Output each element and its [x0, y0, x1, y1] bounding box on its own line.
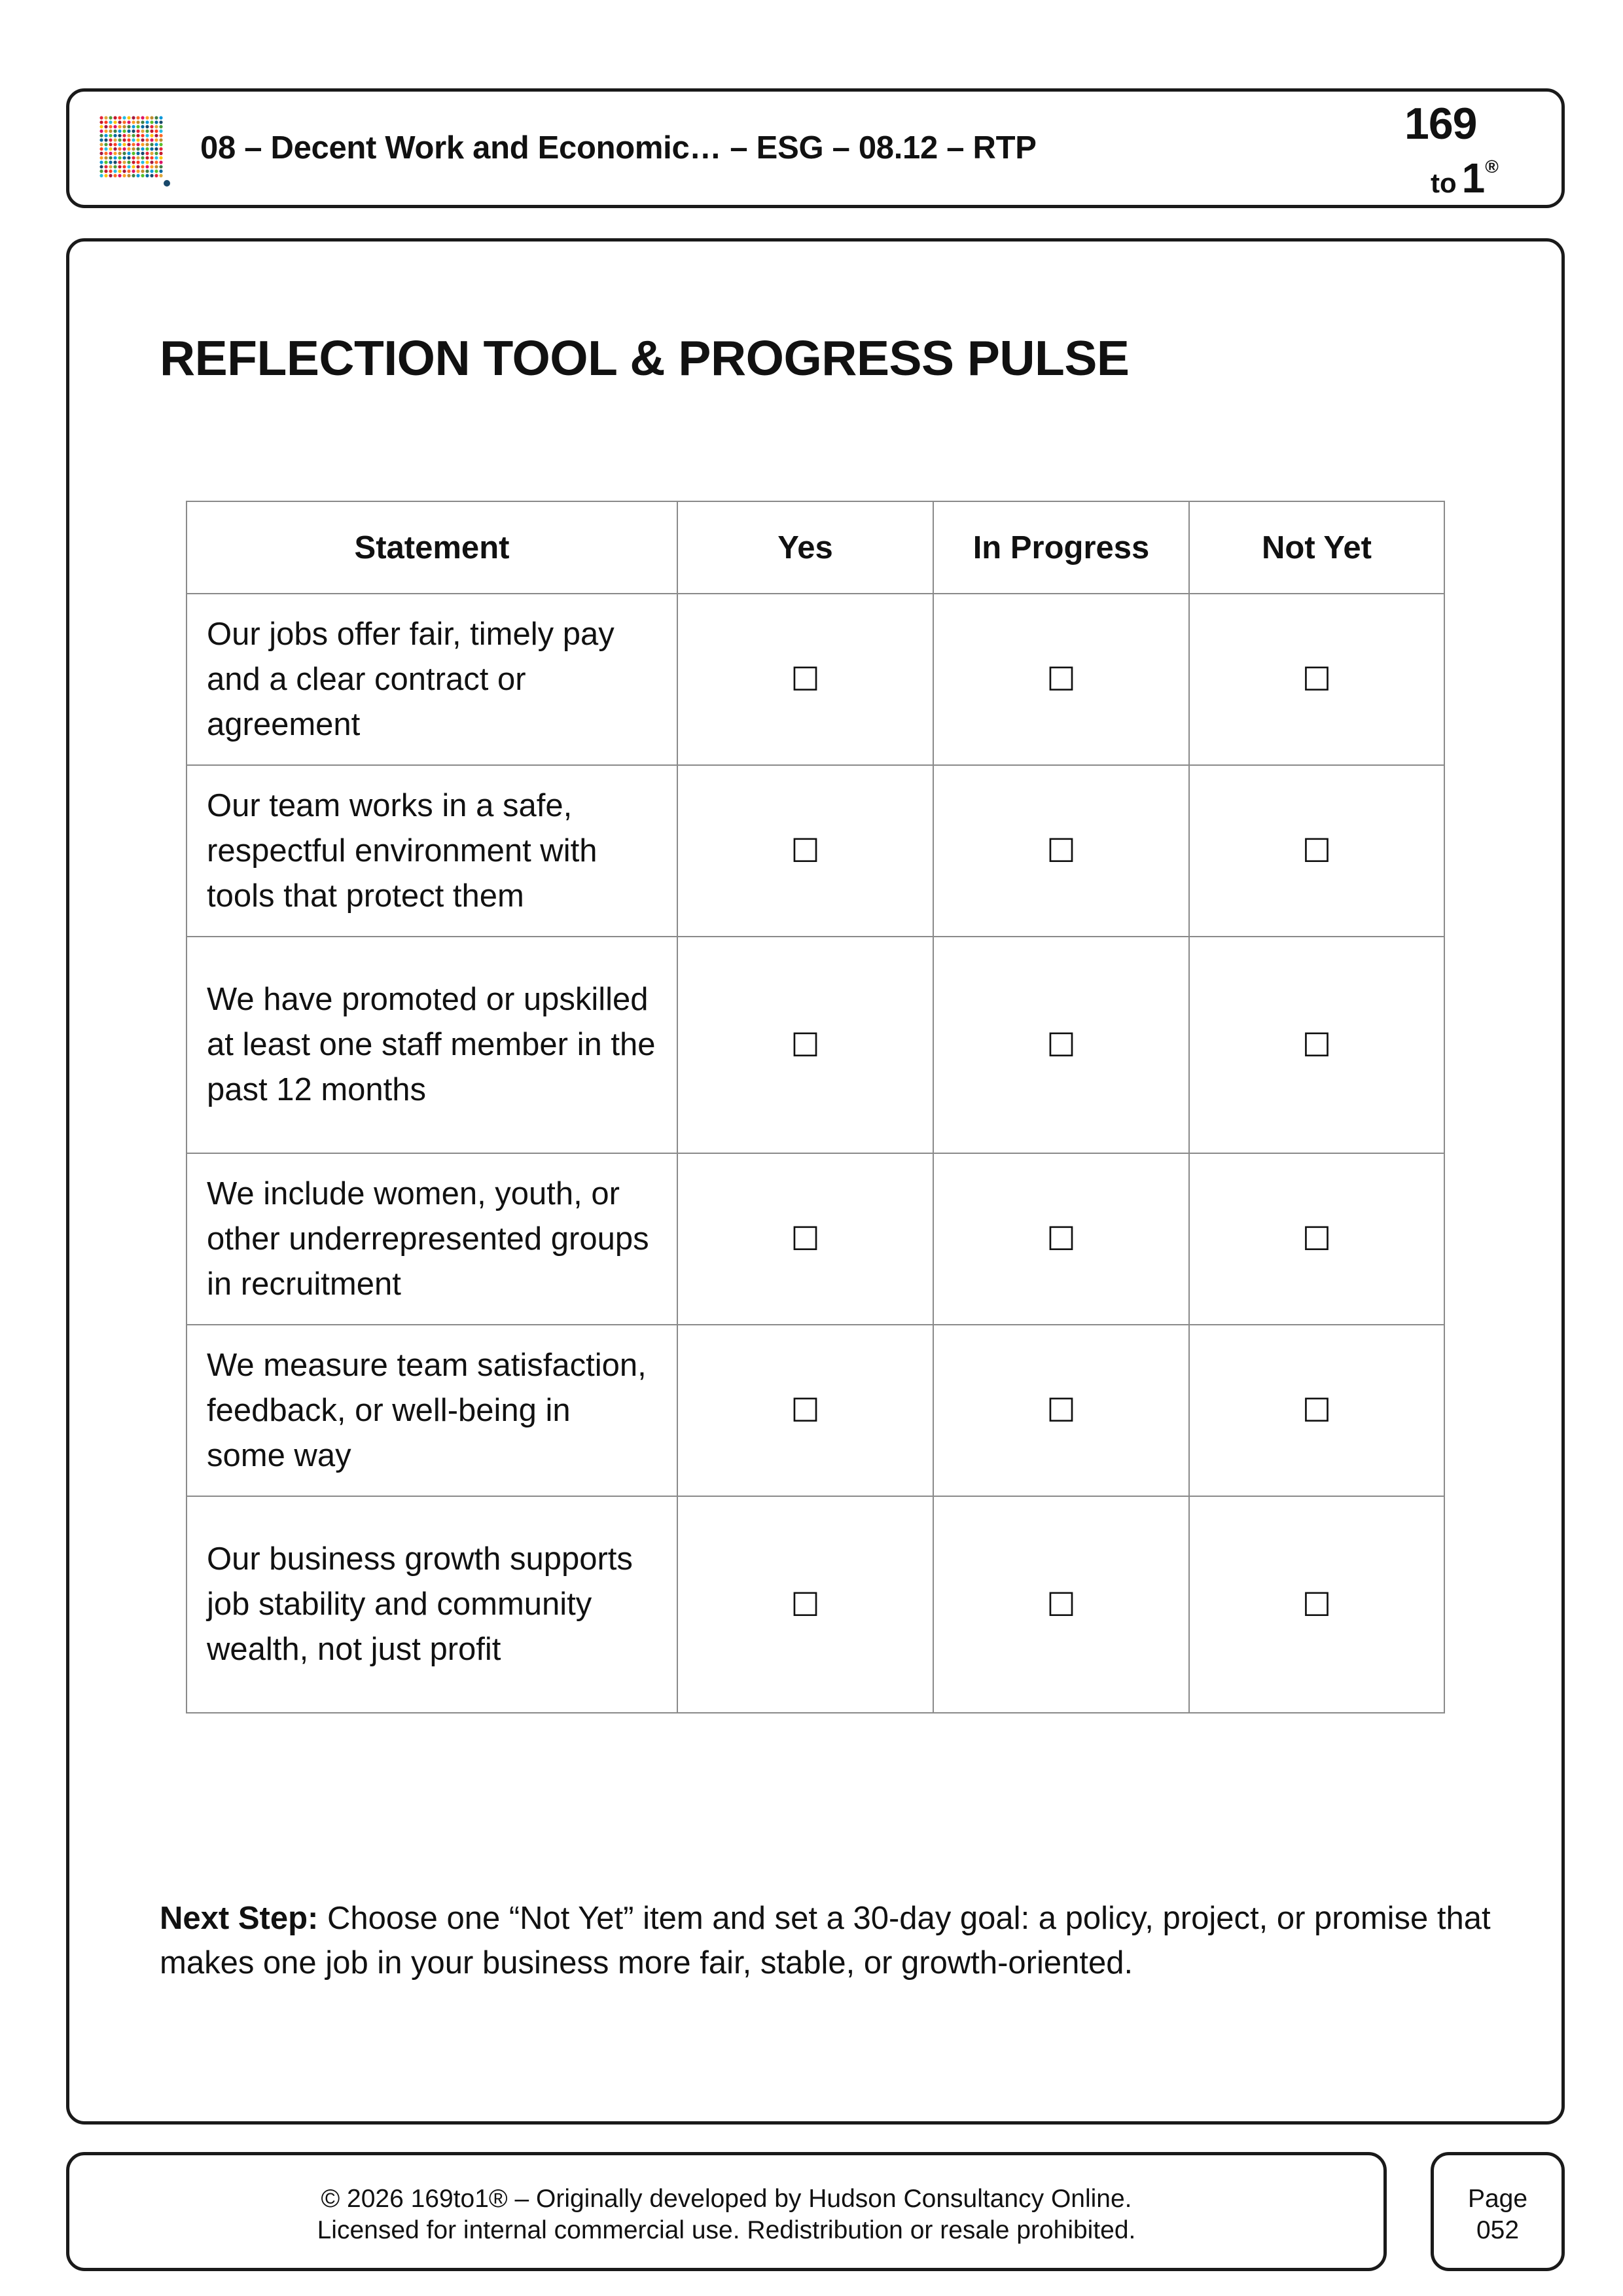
checkbox-yes[interactable]: ☐: [677, 1153, 933, 1325]
license-line: Licensed for internal commercial use. Redistribution or resale prohibited.: [317, 2216, 1136, 2244]
next-step-note: [160, 1896, 1495, 1985]
brand-one: 1: [1461, 154, 1486, 202]
table-row: [187, 765, 1444, 937]
dot-grid-logo-icon: [99, 115, 171, 187]
next-step-label: Next Step:: [160, 1901, 319, 1936]
page-title: REFLECTION TOOL & PROGRESS PULSE: [160, 331, 1130, 386]
brand-mark-number: 169: [1404, 99, 1477, 149]
brand-to: to: [1431, 168, 1457, 198]
checkbox-not-yet[interactable]: ☐: [1189, 937, 1444, 1153]
statement-cell: We measure team satisfaction, feedback, or well-being in some way: [187, 1325, 677, 1496]
checkbox-yes[interactable]: ☐: [677, 765, 933, 937]
copyright-notice: [69, 2183, 1383, 2246]
document-title: 08 – Decent Work and Economic… – ESG – 08.12 – RTP: [200, 130, 1037, 166]
next-step-text: Choose one “Not Yet” item and set a 30-day goal: a policy, project, or promise that makes one job in your business more fair, stable, or growth-oriented.: [160, 1901, 1491, 1981]
footer-bar: [66, 2152, 1387, 2271]
header-bar: [66, 88, 1565, 208]
checkbox-in-progress[interactable]: ☐: [933, 1325, 1189, 1496]
table-row: [187, 1325, 1444, 1496]
checkbox-yes[interactable]: ☐: [677, 937, 933, 1153]
column-header-statement: Statement: [187, 501, 677, 594]
checkbox-not-yet[interactable]: ☐: [1189, 594, 1444, 765]
checkbox-yes[interactable]: ☐: [677, 1496, 933, 1713]
column-header-yes: Yes: [677, 501, 933, 594]
brand-registered: ®: [1485, 156, 1499, 177]
statement-cell: We have promoted or upskilled at least one staff member in the past 12 months: [187, 937, 677, 1153]
reflection-table: [186, 501, 1445, 1713]
column-header-not-yet: Not Yet: [1189, 501, 1444, 594]
page-number: 052: [1476, 2216, 1520, 2244]
checkbox-yes[interactable]: ☐: [677, 1325, 933, 1496]
table-row: [187, 594, 1444, 765]
table-row: [187, 1496, 1444, 1713]
statement-cell: Our team works in a safe, respectful environment with tools that protect them: [187, 765, 677, 937]
checkbox-in-progress[interactable]: ☐: [933, 765, 1189, 937]
table-row: [187, 937, 1444, 1153]
checkbox-not-yet[interactable]: ☐: [1189, 1325, 1444, 1496]
column-header-in-progress: In Progress: [933, 501, 1189, 594]
checkbox-in-progress[interactable]: ☐: [933, 1496, 1189, 1713]
checkbox-in-progress[interactable]: ☐: [933, 1153, 1189, 1325]
table-row: [187, 1153, 1444, 1325]
table-header-row: [187, 501, 1444, 594]
checkbox-not-yet[interactable]: ☐: [1189, 1153, 1444, 1325]
main-panel: [66, 238, 1565, 2125]
page-number-box: [1431, 2152, 1565, 2271]
statement-cell: Our jobs offer fair, timely pay and a clear contract or agreement: [187, 594, 677, 765]
checkbox-in-progress[interactable]: ☐: [933, 937, 1189, 1153]
statement-cell: We include women, youth, or other underrepresented groups in recruitment: [187, 1153, 677, 1325]
checkbox-yes[interactable]: ☐: [677, 594, 933, 765]
copyright-line: © 2026 169to1® – Originally developed by Hudson Consultancy Online.: [321, 2185, 1132, 2213]
statement-cell: Our business growth supports job stability and community wealth, not just profit: [187, 1496, 677, 1713]
brand-mark-suffix: [1431, 154, 1499, 202]
page-label: Page: [1467, 2185, 1528, 2213]
checkbox-in-progress[interactable]: ☐: [933, 594, 1189, 765]
checkbox-not-yet[interactable]: ☐: [1189, 765, 1444, 937]
checkbox-not-yet[interactable]: ☐: [1189, 1496, 1444, 1713]
page-indicator: [1434, 2183, 1561, 2246]
